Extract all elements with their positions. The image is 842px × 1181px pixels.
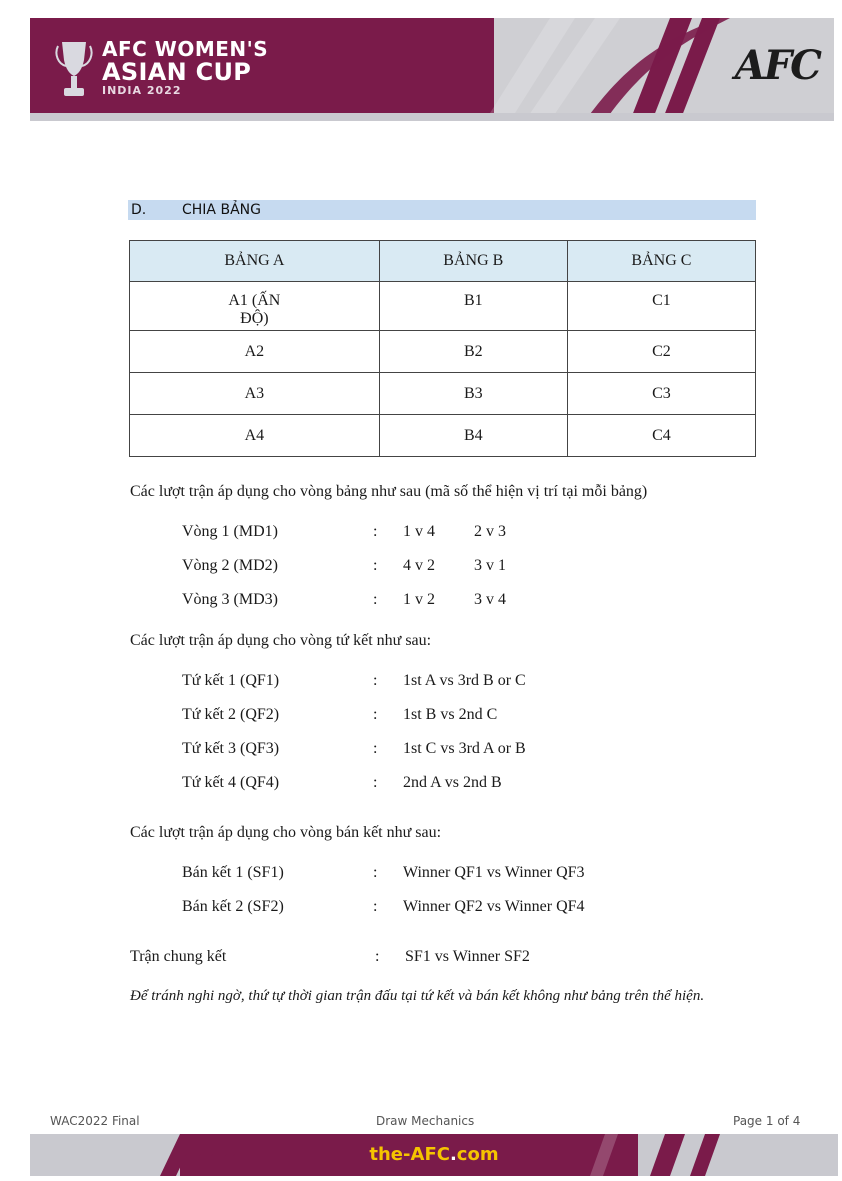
qf-label: Tứ kết 1 (QF1) [182,672,280,689]
table-header-cell: BẢNG B [379,241,567,282]
table-cell: B1 [379,282,567,331]
round-separator: : [373,591,378,608]
site-part-tld: com [456,1144,499,1165]
table-cell: A2 [130,331,380,373]
round-match-2: 3 v 4 [474,591,506,608]
footer-left: WAC2022 Final [50,1114,140,1128]
round-match-1: 1 v 4 [403,523,435,540]
table-cell: C3 [567,373,755,415]
qf-separator: : [373,774,378,791]
website-link[interactable] [30,1144,838,1165]
table-header-cell: BẢNG C [567,241,755,282]
site-part-dot: . [449,1144,457,1165]
table-row [130,331,756,373]
header-bottom-strip [30,113,834,121]
qf-separator: : [373,706,378,723]
table-cell: C1 [567,282,755,331]
group-stage-intro: Các lượt trận áp dụng cho vòng bảng như sau (mã số thể hiện vị trí tại mỗi bảng) [130,483,648,500]
final-separator: : [375,948,380,965]
footer-center: Draw Mechanics [376,1114,475,1128]
site-part-afc: AFC [410,1144,450,1165]
table-header-row [130,241,756,282]
sf-value: Winner QF2 vs Winner QF4 [403,898,585,915]
table-cell: A4 [130,415,380,457]
table-cell: A3 [130,373,380,415]
semi-final-intro: Các lượt trận áp dụng cho vòng bán kết như sau: [130,824,442,841]
round-match-2: 2 v 3 [474,523,506,540]
sf-label: Bán kết 1 (SF1) [182,864,284,881]
header-banner [30,18,834,121]
tournament-brand [102,38,268,98]
round-label: Vòng 3 (MD3) [182,591,278,608]
site-part-the: the [369,1144,404,1165]
disclaimer-note: Để tránh nghi ngờ, thứ tự thời gian trận đấu tại tứ kết và bán kết không như bảng trên thể hiện. [130,988,705,1004]
round-separator: : [373,557,378,574]
afc-logo: AFC [734,42,820,89]
round-match-2: 3 v 1 [474,557,506,574]
qf-label: Tứ kết 3 (QF3) [182,740,280,757]
qf-value: 2nd A vs 2nd B [403,774,502,791]
round-label: Vòng 1 (MD1) [182,523,278,540]
table-cell: C4 [567,415,755,457]
table-row [130,415,756,457]
qf-separator: : [373,740,378,757]
sf-value: Winner QF1 vs Winner QF3 [403,864,585,881]
table-cell: B3 [379,373,567,415]
qf-separator: : [373,672,378,689]
final-value: SF1 vs Winner SF2 [405,948,530,965]
groups-table [129,240,756,457]
sf-separator: : [373,898,378,915]
round-separator: : [373,523,378,540]
qf-value: 1st A vs 3rd B or C [403,672,526,689]
section-letter: D. [131,202,147,218]
trophy-icon [54,40,94,102]
table-row [130,282,756,331]
table-row [130,373,756,415]
brand-line-1: AFC WOMEN'S [102,37,269,61]
sf-separator: : [373,864,378,881]
table-cell [130,282,380,331]
quarter-final-intro: Các lượt trận áp dụng cho vòng tứ kết như sau: [130,632,432,649]
table-header-cell: BẢNG A [130,241,380,282]
sf-label: Bán kết 2 (SF2) [182,898,284,915]
footer-banner [30,1134,838,1176]
section-title: CHIA BẢNG [182,202,261,218]
qf-label: Tứ kết 2 (QF2) [182,706,280,723]
table-cell: B2 [379,331,567,373]
footer-page-number: Page 1 of 4 [733,1114,801,1128]
qf-value: 1st B vs 2nd C [403,706,498,723]
round-match-1: 4 v 2 [403,557,435,574]
qf-label: Tứ kết 4 (QF4) [182,774,280,791]
host-cell-text: A1 (ẤN ĐỘ) [228,292,281,327]
qf-value: 1st C vs 3rd A or B [403,740,526,757]
site-part-dash: - [403,1144,411,1165]
brand-line-2: ASIAN CUP [102,58,252,86]
round-match-1: 1 v 2 [403,591,435,608]
table-cell: C2 [567,331,755,373]
round-label: Vòng 2 (MD2) [182,557,278,574]
table-cell: B4 [379,415,567,457]
final-label: Trận chung kết [130,948,227,965]
brand-line-3: INDIA 2022 [102,84,182,97]
